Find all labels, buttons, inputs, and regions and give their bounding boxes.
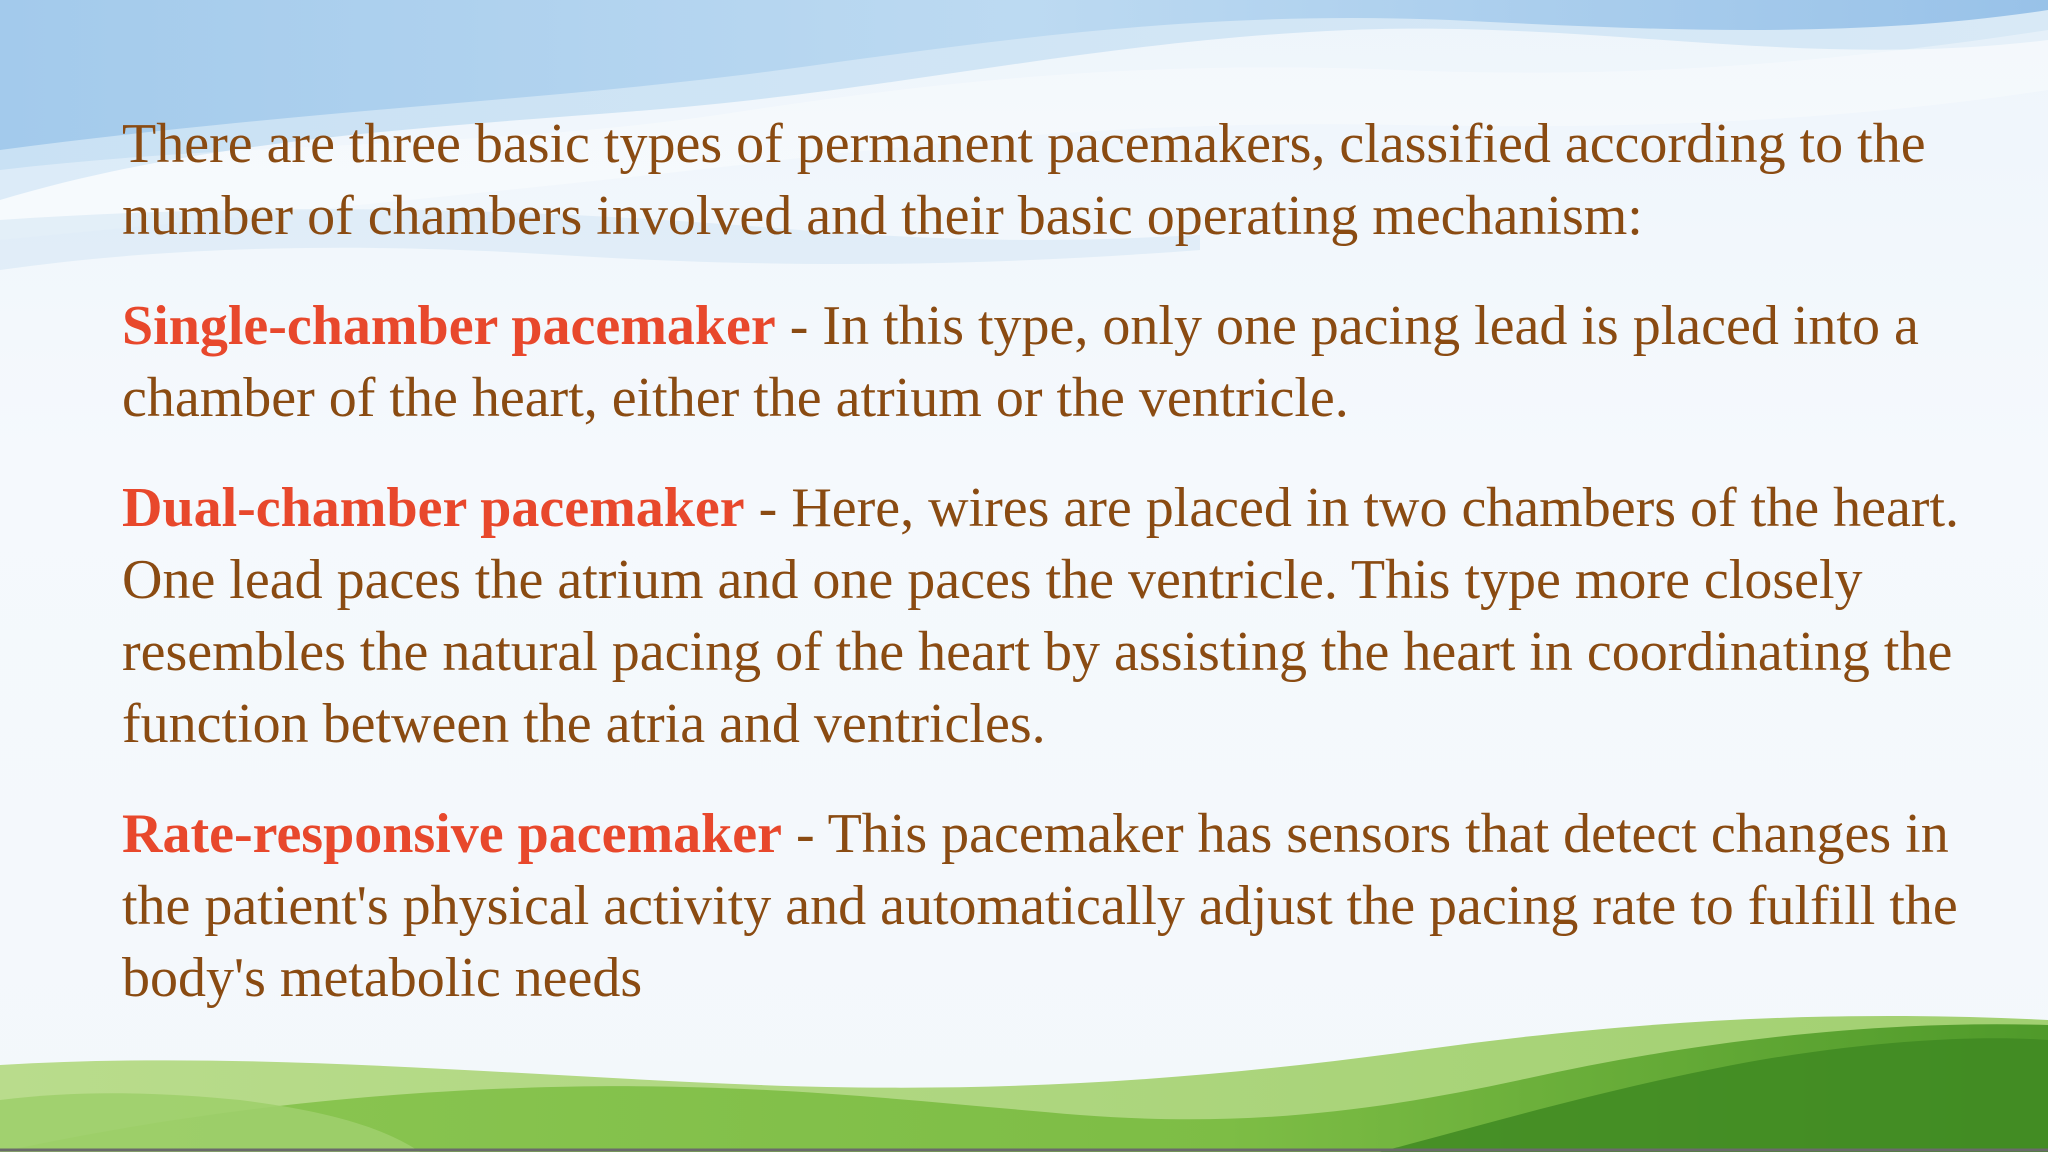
pacemaker-item-rate-responsive: [122, 798, 1982, 1014]
separator: -: [781, 803, 828, 865]
separator: -: [744, 477, 792, 539]
description-rate-responsive: This pacemaker has sensors that detect changes in the patient's physical activity and automatically adjust the pacing rate to fulfill the body's metabolic needs: [122, 803, 1958, 1009]
intro-paragraph: There are three basic types of permanent pacemakers, classified according to the number of chambers involved and their basic operating mechanism:: [122, 113, 1926, 247]
pacemaker-item-dual-chamber: [122, 472, 1982, 760]
term-dual-chamber: Dual-chamber pacemaker: [122, 477, 745, 539]
term-single-chamber: Single-chamber pacemaker: [122, 295, 776, 357]
pacemaker-item-single-chamber: [122, 290, 1982, 434]
description-single-chamber: In this type, only one pacing lead is placed into a chamber of the heart, either the atrium or the ventricle.: [122, 295, 1919, 429]
slide-body: [122, 108, 1982, 1052]
term-rate-responsive: Rate-responsive pacemaker: [122, 803, 782, 865]
separator: -: [775, 295, 823, 357]
description-dual-chamber: Here, wires are placed in two chambers of the heart. One lead paces the atrium and one paces the ventricle. This type more closely resembles the natural pacing of the heart by assisting the heart in coordinating the function between the atria and ventricles.: [122, 477, 1959, 755]
